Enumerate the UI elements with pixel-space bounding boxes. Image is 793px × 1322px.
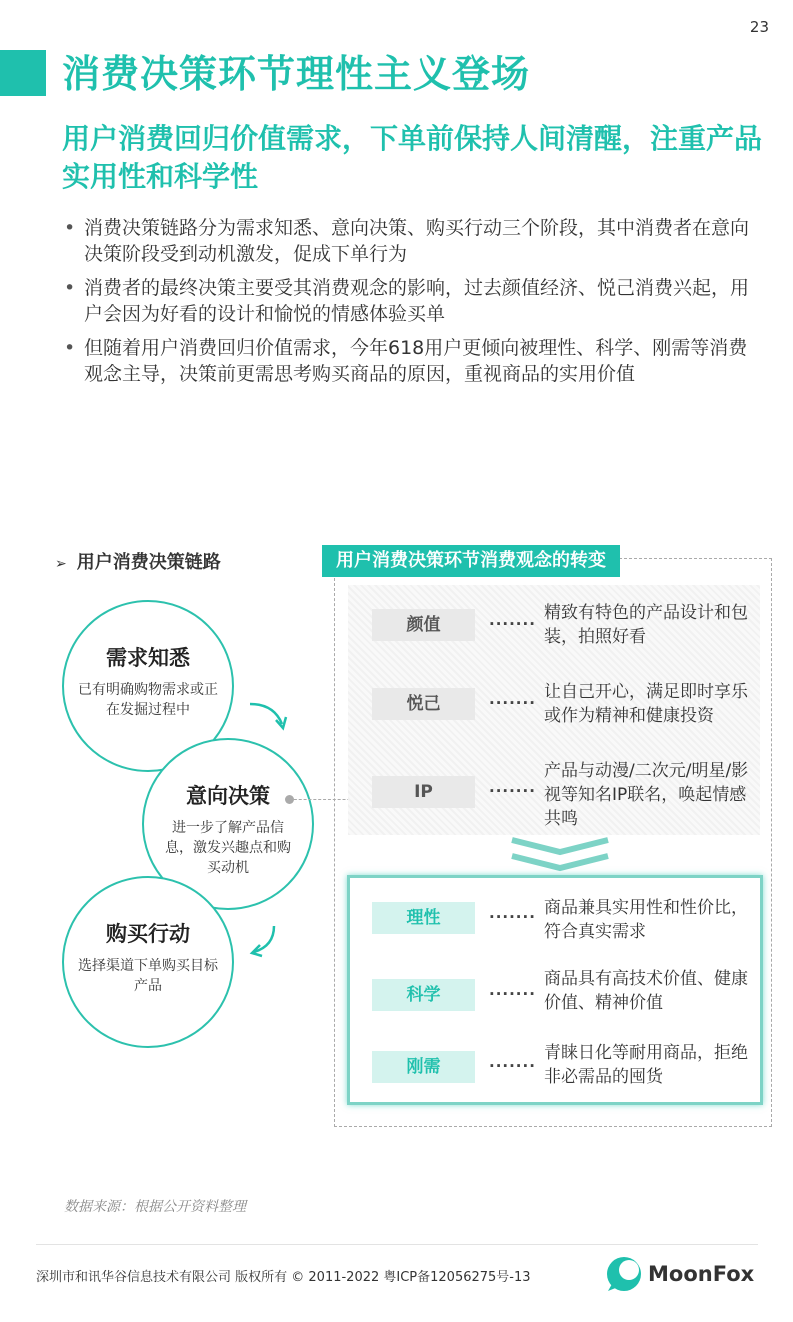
curved-arrow-icon — [244, 922, 280, 958]
footer-divider — [36, 1244, 758, 1245]
old-concept-row — [372, 682, 762, 752]
stage-desc: 已有明确购物需求或正在发掘过程中 — [78, 682, 218, 718]
dot-leader: ······· — [489, 908, 536, 926]
page-subtitle: 用户消费回归价值需求，下单前保持人间清醒，注重产品实用性和科学性 — [62, 122, 763, 193]
footer-copyright: 深圳市和讯华谷信息技术有限公司 版权所有 © 2011-2022 粤ICP备12056275号-13 — [36, 1270, 531, 1285]
stage-name: 需求知悉 — [106, 646, 190, 670]
old-concept-row — [372, 761, 762, 840]
title-accent-bar — [0, 50, 46, 96]
dot-leader: ······· — [489, 615, 536, 633]
transition-title: 用户消费决策环节消费观念的转变 — [322, 545, 620, 577]
chain-section-title — [55, 548, 221, 574]
stage-name: 购买行动 — [106, 922, 190, 946]
concept-desc: 青睐日化等耐用商品，拒绝非必需品的囤货 — [544, 1043, 748, 1087]
concept-tag: 科学 — [372, 979, 475, 1011]
stage-circle-purchase — [62, 876, 234, 1048]
new-concept-row — [372, 969, 762, 1043]
dot-leader: ······· — [489, 782, 536, 800]
new-concept-row — [372, 898, 762, 966]
concept-desc: 商品兼具实用性和性价比，符合真实需求 — [544, 898, 748, 942]
brand-name: MoonFox — [648, 1262, 755, 1286]
concept-desc: 产品与动漫/二次元/明星/影视等知名IP联名，唤起情感共鸣 — [544, 761, 749, 829]
dot-leader: ······· — [489, 985, 536, 1003]
bullet-item: • 消费决策链路分为需求知悉、意向决策、购买行动三个阶段，其中消费者在意向决策阶段受到动机激发，促成下单行为 — [62, 215, 752, 267]
chevron-down-icon — [510, 834, 610, 874]
arrow-right-icon: ➢ — [55, 556, 67, 572]
page-number: 23 — [749, 18, 769, 36]
bullet-item: • 消费者的最终决策主要受其消费观念的影响，过去颜值经济、悦己消费兴起，用户会因为好看的设计和愉悦的情感体验买单 — [62, 275, 752, 327]
stage-desc: 进一步了解产品信息，激发兴趣点和购买动机 — [165, 820, 291, 876]
bullet-item: • 但随着用户消费回归价值需求，今年618用户更倾向被理性、科学、刚需等消费观念主导，决策前更需思考购买商品的原因，重视商品的实用价值 — [62, 335, 752, 387]
concept-tag: 理性 — [372, 902, 475, 934]
concept-desc: 精致有特色的产品设计和包装，拍照好看 — [544, 603, 748, 647]
concept-desc: 商品具有高技术价值、健康价值、精神价值 — [544, 969, 748, 1013]
chain-title-text: 用户消费决策链路 — [76, 552, 221, 573]
old-concept-row — [372, 603, 762, 670]
concept-tag: IP — [372, 776, 475, 808]
new-concept-row — [372, 1043, 762, 1115]
page-title: 消费决策环节理性主义登场 — [62, 52, 531, 96]
data-source-note: 数据来源：根据公开资料整理 — [64, 1199, 246, 1215]
stage-name: 意向决策 — [186, 784, 270, 808]
concept-tag: 颜值 — [372, 609, 475, 641]
bullet-list — [62, 215, 752, 395]
concept-tag: 悦己 — [372, 688, 475, 720]
concept-desc: 让自己开心，满足即时享乐或作为精神和健康投资 — [544, 682, 748, 726]
dot-leader: ······· — [489, 694, 536, 712]
curved-arrow-icon — [246, 698, 290, 732]
stage-desc: 选择渠道下单购买目标产品 — [78, 958, 218, 994]
concept-tag: 刚需 — [372, 1051, 475, 1083]
dot-leader: ······· — [489, 1057, 536, 1075]
moonfox-logo-icon — [604, 1254, 644, 1294]
